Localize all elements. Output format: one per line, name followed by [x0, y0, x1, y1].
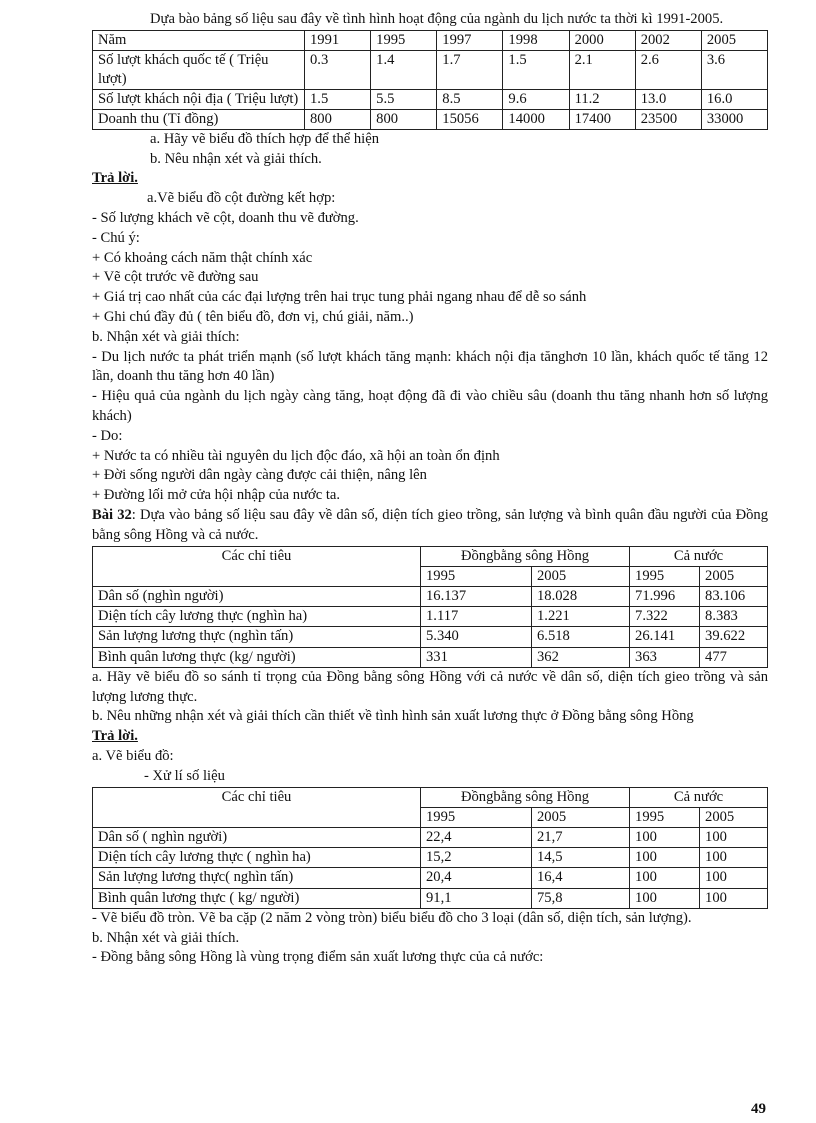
- table-cell: 1991: [305, 30, 371, 50]
- table-cell: 7.322: [630, 607, 700, 627]
- text-line: - Số lượng khách vẽ cột, doanh thu vẽ đường.: [92, 209, 359, 226]
- table-cell: 8.5: [437, 89, 503, 109]
- table-cell: 39.622: [700, 627, 768, 647]
- table-cell: 8.383: [700, 607, 768, 627]
- table-header-row: [93, 787, 768, 807]
- table-header-row: [93, 30, 768, 50]
- text-line: + Vẽ cột trước vẽ đường sau: [92, 269, 259, 286]
- table-cell: 33000: [701, 109, 767, 129]
- table-cell: 1.5: [305, 89, 371, 109]
- table-cell: 16,4: [532, 868, 630, 888]
- text-line: + Giá trị cao nhất của các đại lượng trên hai trục tung phải ngang nhau để dễ so sánh: [92, 289, 587, 306]
- table-header-cell: Các chỉ tiêu: [93, 546, 421, 586]
- table-cell: 5.340: [421, 627, 532, 647]
- table-cell: Bình quân lương thực ( kg/ người): [93, 888, 421, 908]
- table-cell: 100: [630, 848, 700, 868]
- table-cell: 800: [305, 109, 371, 129]
- table-cell: 26.141: [630, 627, 700, 647]
- answer-heading: Trả lời.: [92, 728, 138, 745]
- text-line: + Ghi chú đầy đủ ( tên biểu đồ, đơn vị, chú giải, năm..): [92, 308, 414, 325]
- answer-heading: Trả lời.: [92, 170, 138, 187]
- text-line: b. Nhận xét và giải thích:: [92, 328, 240, 345]
- table-cell: 1.4: [371, 50, 437, 89]
- table-header-row: [93, 546, 768, 566]
- table-header-cell: Các chỉ tiêu: [93, 787, 421, 827]
- table-cell: 477: [700, 647, 768, 667]
- table-cell: 2005: [532, 807, 630, 827]
- table-cell: 1998: [503, 30, 569, 50]
- table-cell: 100: [700, 868, 768, 888]
- answer-a: a. Vẽ biểu đồ:: [92, 747, 174, 764]
- table-cell: 1.117: [421, 607, 532, 627]
- table-row: [93, 868, 768, 888]
- table-cell: 2002: [635, 30, 701, 50]
- exercise-text: : Dựa vào bảng số liệu sau đây về dân số, diện tích gieo trồng, sản lượng và bình quân đầu người của Đồng bằng sông Hồng và cả nước.: [92, 506, 769, 543]
- table-row: [93, 50, 768, 89]
- table-cell: 2000: [569, 30, 635, 50]
- table-row: [93, 89, 768, 109]
- table-cell: 2.6: [635, 50, 701, 89]
- question-a: a. Hãy vẽ biểu đồ thích hợp để thể hiện: [150, 130, 379, 147]
- table-cell: 2005: [532, 566, 630, 586]
- table-cell: 22,4: [421, 827, 532, 847]
- table-cell: 2005: [701, 30, 767, 50]
- text-line: + Đời sống người dân ngày càng được cải thiện, nâng lên: [92, 467, 427, 484]
- table-cell: Dân số ( nghìn người): [93, 827, 421, 847]
- exercise-32: [92, 506, 768, 546]
- table-cell: 1995: [630, 807, 700, 827]
- table-cell: 91,1: [421, 888, 532, 908]
- question-b: b. Nêu những nhận xét và giải thích cần thiết về tình hình sản xuất lương thực ở Đồng bằng sông Hồng: [92, 708, 694, 725]
- table-cell: 0.3: [305, 50, 371, 89]
- table-cell: 1995: [371, 30, 437, 50]
- table-cell: Dân số (nghìn người): [93, 586, 421, 606]
- table-cell: 1995: [421, 807, 532, 827]
- table-cell: 17400: [569, 109, 635, 129]
- table-row: [93, 888, 768, 908]
- text-line: b. Nhận xét và giải thích.: [92, 929, 240, 946]
- table-cell: 20,4: [421, 868, 532, 888]
- table-cell: Sản lượng lương thực( nghìn tấn): [93, 868, 421, 888]
- table-header-cell: Đồngbằng sông Hồng: [421, 787, 630, 807]
- table-cell: Năm: [93, 30, 305, 50]
- table-cell: 1995: [630, 566, 700, 586]
- table-cell: 100: [630, 888, 700, 908]
- table-cell: 6.518: [532, 627, 630, 647]
- table-cell: 1.5: [503, 50, 569, 89]
- table-row: [93, 848, 768, 868]
- table-row: [93, 647, 768, 667]
- table-row: [93, 109, 768, 129]
- table-cell: 2005: [700, 807, 768, 827]
- table-cell: 362: [532, 647, 630, 667]
- table-row: [93, 627, 768, 647]
- table-header-cell: Cả nước: [630, 546, 768, 566]
- table-cell: 100: [700, 888, 768, 908]
- table-cell: 83.106: [700, 586, 768, 606]
- table-cell: 1.7: [437, 50, 503, 89]
- table-cell: 9.6: [503, 89, 569, 109]
- table-cell: 100: [700, 827, 768, 847]
- tourism-table: [92, 30, 768, 130]
- question-a: a. Hãy vẽ biểu đồ so sánh tỉ trọng của Đồng bằng sông Hồng với cả nước về dân số, diện tích gieo trồng và sản lượng lương thực.: [92, 668, 768, 705]
- table-row: [93, 586, 768, 606]
- table-cell: 75,8: [532, 888, 630, 908]
- question-b: b. Nêu nhận xét và giải thích.: [150, 150, 322, 167]
- table-cell: Số lượt khách quốc tế ( Triệu lượt): [93, 50, 305, 89]
- table-cell: 5.5: [371, 89, 437, 109]
- table-cell: 11.2: [569, 89, 635, 109]
- text-line: + Nước ta có nhiều tài nguyên du lịch độc đáo, xã hội an toàn ổn định: [92, 447, 500, 464]
- table-cell: 2.1: [569, 50, 635, 89]
- table-cell: 363: [630, 647, 700, 667]
- table-cell: 800: [371, 109, 437, 129]
- text-line: + Đường lối mở cửa hội nhập của nước ta.: [92, 487, 341, 504]
- paragraph: - Vẽ biểu đồ tròn. Vẽ ba cặp (2 năm 2 vòng tròn) biểu biểu đồ cho 3 loại (dân số, diện tích, sản lượng).: [92, 909, 692, 926]
- page-number: 49: [751, 1101, 766, 1117]
- text-line: - Do:: [92, 427, 123, 444]
- table-cell: 1.221: [532, 607, 630, 627]
- table-header-cell: Đồngbằng sông Hồng: [421, 546, 630, 566]
- table-cell: 23500: [635, 109, 701, 129]
- table-cell: 2005: [700, 566, 768, 586]
- table-cell: Bình quân lương thực (kg/ người): [93, 647, 421, 667]
- table-cell: Số lượt khách nội địa ( Triệu lượt): [93, 89, 305, 109]
- table-cell: 14,5: [532, 848, 630, 868]
- paragraph: - Hiệu quả của ngành du lịch ngày càng tăng, hoạt động đã đi vào chiều sâu (doanh thu tăng nhanh hơn số lượng khách): [92, 388, 768, 424]
- table-cell: Doanh thu (Tỉ đồng): [93, 109, 305, 129]
- table-header-cell: Cả nước: [630, 787, 768, 807]
- table-cell: 1995: [421, 566, 532, 586]
- table-cell: 100: [700, 848, 768, 868]
- table-row: [93, 827, 768, 847]
- text-line: - Chú ý:: [92, 229, 140, 246]
- table-cell: 100: [630, 868, 700, 888]
- table-cell: 15,2: [421, 848, 532, 868]
- document-page: [92, 10, 768, 968]
- table-row: [93, 607, 768, 627]
- processed-data-table: [92, 787, 768, 909]
- table-cell: 100: [630, 827, 700, 847]
- table-cell: 14000: [503, 109, 569, 129]
- table-cell: Diện tích cây lương thực ( nghìn ha): [93, 848, 421, 868]
- sub-step: - Xử lí số liệu: [144, 767, 225, 784]
- table-cell: 13.0: [635, 89, 701, 109]
- exercise-label: Bài 32: [92, 506, 132, 523]
- text-line: + Có khoảng cách năm thật chính xác: [92, 249, 313, 266]
- table-cell: Diện tích cây lương thực (nghìn ha): [93, 607, 421, 627]
- rice-production-table: [92, 546, 768, 668]
- table-cell: 71.996: [630, 586, 700, 606]
- table-cell: 16.0: [701, 89, 767, 109]
- intro-paragraph: Dựa bào bảng số liệu sau đây về tình hình hoạt động của ngành du lịch nước ta thời kì 1991-2005.: [150, 11, 724, 27]
- table-cell: 1997: [437, 30, 503, 50]
- answer-a: a.Vẽ biểu đồ cột đường kết hợp:: [147, 190, 336, 207]
- table-cell: 18.028: [532, 586, 630, 606]
- table-cell: 3.6: [701, 50, 767, 89]
- table-cell: 21,7: [532, 827, 630, 847]
- table-cell: Sản lượng lương thực (nghìn tấn): [93, 627, 421, 647]
- table-cell: 15056: [437, 109, 503, 129]
- text-line: - Đồng bằng sông Hồng là vùng trọng điểm sản xuất lương thực của cả nước:: [92, 949, 544, 966]
- table-cell: 16.137: [421, 586, 532, 606]
- table-cell: 331: [421, 647, 532, 667]
- paragraph: - Du lịch nước ta phát triển mạnh (số lượt khách tăng mạnh: khách nội địa tănghơn 10 lần, khách quốc tế tăng 12 lần, doanh thu tăng hơn 40 lần): [92, 348, 768, 385]
